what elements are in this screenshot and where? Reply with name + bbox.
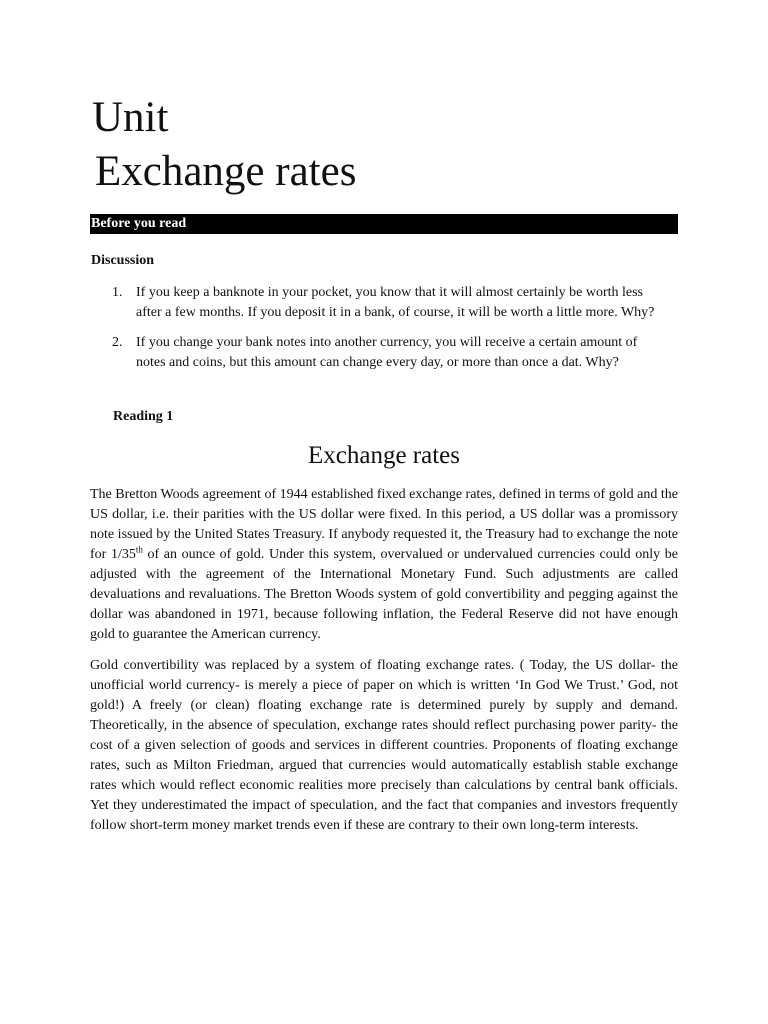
discussion-question [110, 283, 656, 323]
reading-label: Reading 1 [113, 409, 174, 424]
paragraph-text: of an ounce of gold. Under this system, overvalued or undervalued currencies could only be adjusted with the agreement of the International Monetary Fund. Such adjustments are called devaluations and revaluations. The Bretton Woods system of gold convertibility and pegging against the dollar was abandoned in 1971, because following inflation, the Federal Reserve did not have enough gold to guarantee the American currency. [90, 547, 678, 642]
question-text: If you change your bank notes into another currency, you will receive a certain amount of notes and coins, but this amount can change every day, or more than once a dat. Why? [136, 335, 638, 370]
discussion-question-list [110, 283, 678, 383]
question-text: If you keep a banknote in your pocket, you know that it will almost certainly be worth less after a few months. If you deposit it in a bank, of course, it will be worth a little more. Why? [136, 285, 655, 320]
unit-heading: Unit [92, 94, 169, 141]
ordinal-superscript: th [135, 544, 143, 555]
article-title: Exchange rates [307, 442, 460, 469]
question-number: 2. [112, 335, 123, 350]
discussion-label: Discussion [91, 253, 155, 268]
section-bar-before-you-read: Before you read [90, 214, 678, 234]
article-paragraph: Gold convertibility was replaced by a system of floating exchange rates. ( Today, the US dollar- the unofficial world currency- is merely a piece of paper on which is written ‘In God We Trust.’ God, not gold!) A freely (or clean) floating exchange rate is determined purely by supply and demand. Theoretically, in the absence of speculation, exchange rates should reflect purchasing power parity- the cost of a given selection of goods and services in different countries. Proponents of floating exchange rates, such as Milton Friedman, argued that currencies would automatically establish stable exchange rates which would reflect economic realities more precisely than calculations by central bank officials. Yet they underestimated the impact of speculation, and the fact that companies and investors frequently follow short-term money market trends even if these are contrary to their own long-term interests. [90, 658, 678, 833]
question-number: 1. [112, 285, 123, 300]
chapter-title: Exchange rates [95, 148, 357, 195]
paragraph-text: The Bretton Woods agreement of 1944 established fixed exchange rates, defined in terms of gold and the US dollar, i.e. their parities with the US dollar were fixed. In this period, a US dollar was a promissory note issued by the United States Treasury. If anybody requested it, the Treasury had to exchange the note for 1/35 [90, 487, 678, 562]
article-paragraph [90, 485, 678, 645]
discussion-question [110, 333, 656, 373]
